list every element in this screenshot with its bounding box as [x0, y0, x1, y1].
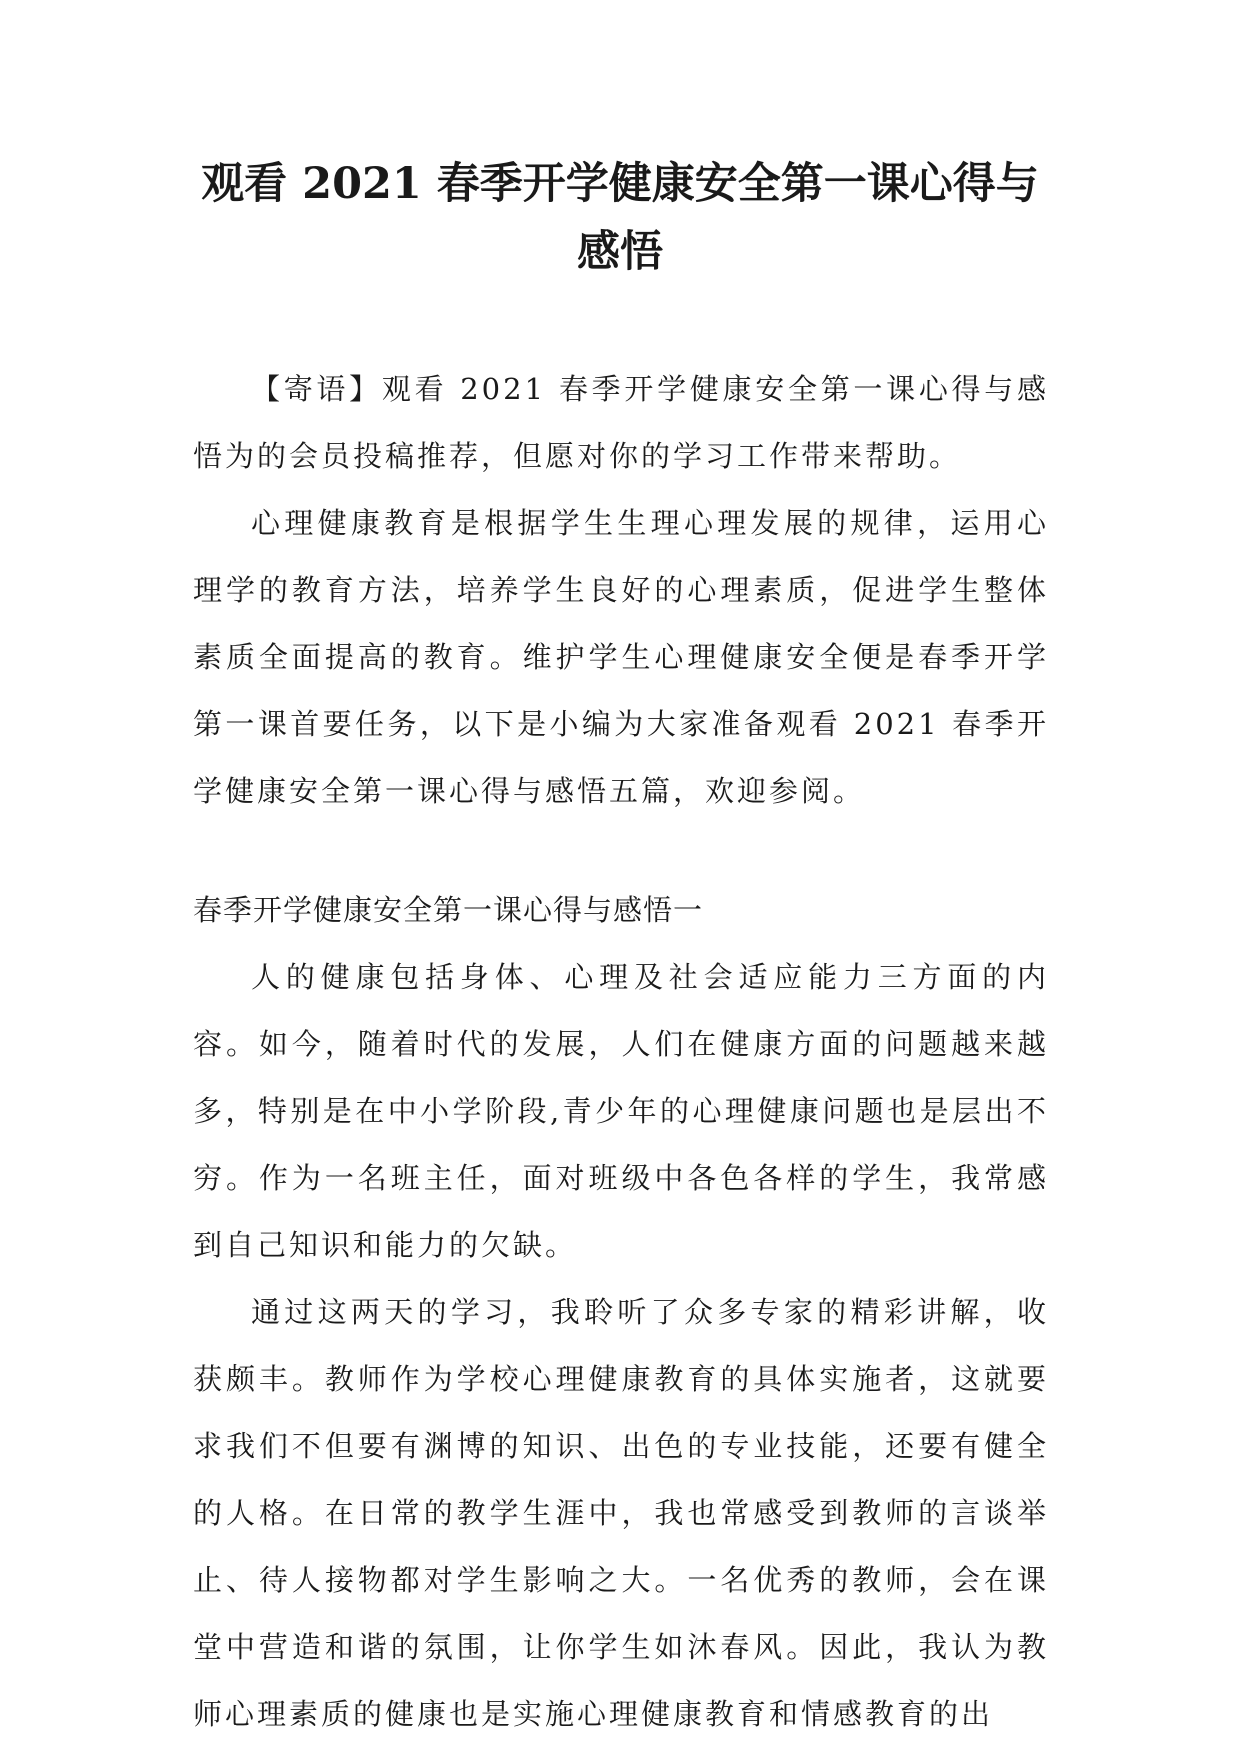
- title-line-1: 观看 2021 春季开学健康安全第一课心得与: [201, 159, 1039, 209]
- section-paragraph: 通过这两天的学习，我聆听了众多专家的精彩讲解，收获颇丰。教师作为学校心理健康教育的具体实施者，这就要求我们不但要有渊博的知识、出色的专业技能，还要有健全的人格。在日常的教学生涯中，我也常感受到教师的言谈举止、待人接物都对学生影响之大。一名优秀的教师，会在课堂中营造和谐的氛围，让你学生如沐春风。因此，我认为教师心理素质的健康也是实施心理健康教育和情感教育的出: [193, 1295, 1049, 1731]
- section-spacer: [193, 825, 1049, 877]
- intro-paragraph: 心理健康教育是根据学生生理心理发展的规律，运用心理学的教育方法，培养学生良好的心理素质，促进学生整体素质全面提高的教育。维护学生心理健康安全便是春季开学第一课首要任务，以下是小编为大家准备观看 2021 春季开学健康安全第一课心得与感悟五篇，欢迎参阅。: [193, 506, 1049, 808]
- document-body: [193, 356, 1049, 1748]
- section-paragraph: 人的健康包括身体、心理及社会适应能力三方面的内容。如今，随着时代的发展，人们在健康方面的问题越来越多，特别是在中小学阶段,青少年的心理健康问题也是层出不穷。作为一名班主任，面对班级中各色各样的学生，我常感到自己知识和能力的欠缺。: [193, 960, 1049, 1262]
- section-heading: 春季开学健康安全第一课心得与感悟一: [193, 893, 704, 927]
- foreword-paragraph: 【寄语】观看 2021 春季开学健康安全第一课心得与感悟为的会员投稿推荐，但愿对你的学习工作带来帮助。: [193, 372, 1049, 473]
- document-title: [150, 150, 1090, 286]
- title-line-2: 感悟: [577, 227, 663, 277]
